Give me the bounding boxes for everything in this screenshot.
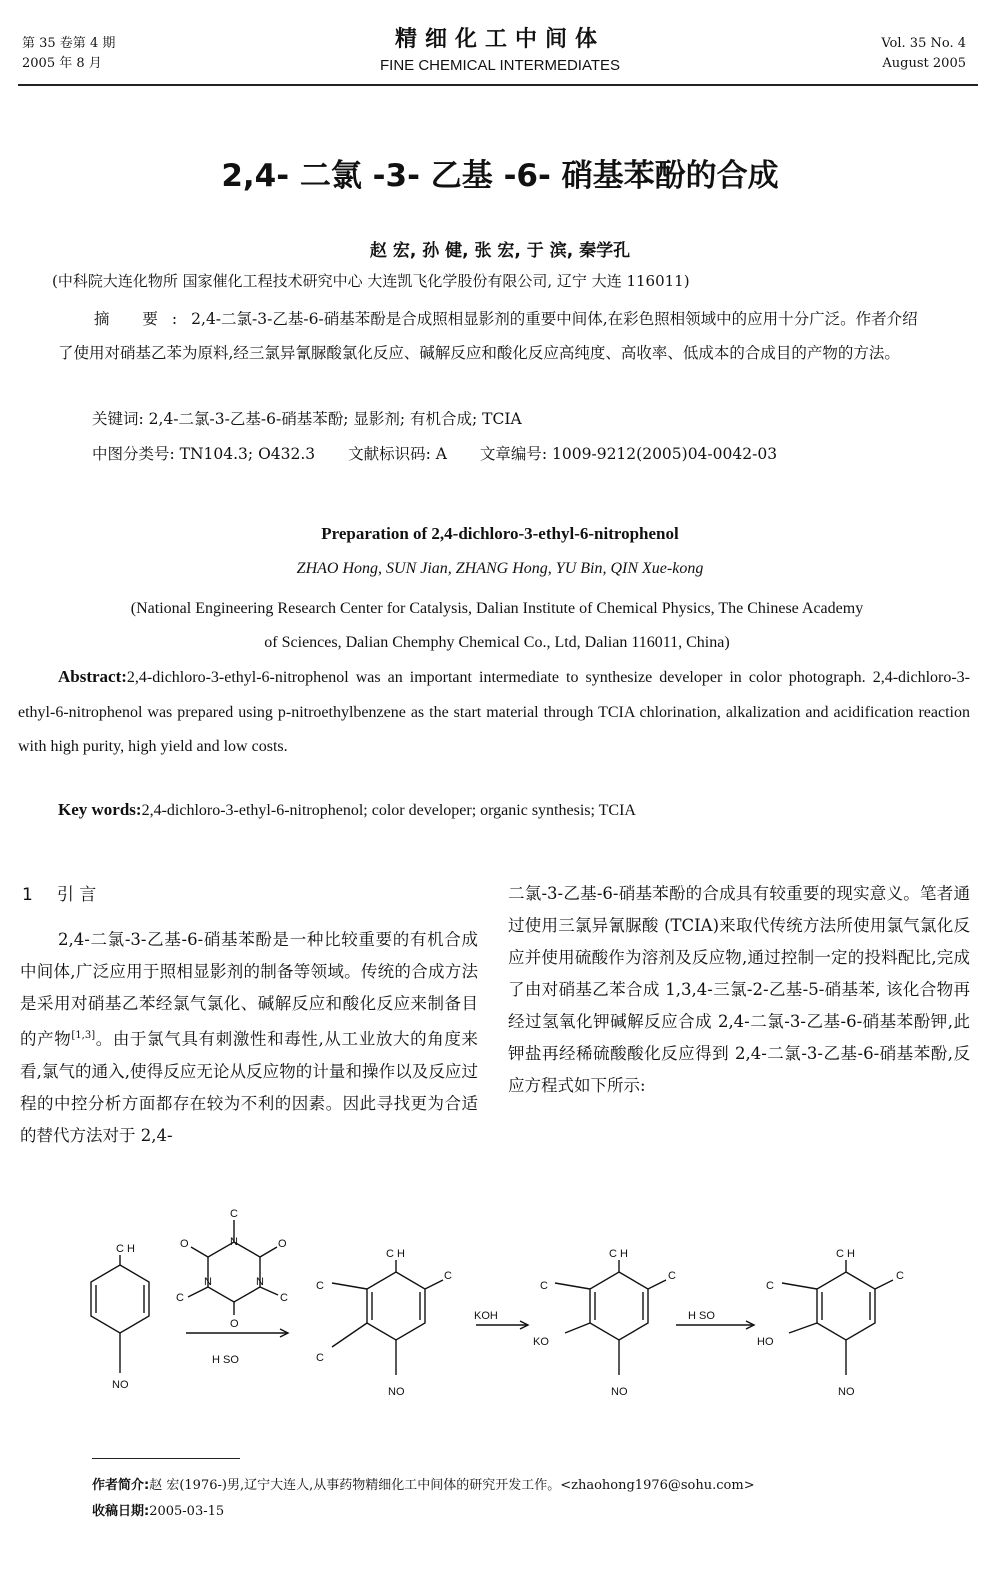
- compound-tcia: [188, 1220, 278, 1315]
- affiliation-cn: (中科院大连化物所 国家催化工程技术研究中心 大连凯飞化学股份有限公司, 辽宁 大连 116011): [52, 272, 690, 290]
- label-no-3: NO: [611, 1386, 628, 1398]
- label-ko: KO: [533, 1336, 549, 1348]
- issue-date: 2005 年 8 月: [22, 56, 102, 71]
- label-ch-3: C H: [609, 1248, 628, 1260]
- label-no-4: NO: [838, 1386, 855, 1398]
- journal-name: [0, 22, 1000, 74]
- label-no-2: NO: [388, 1386, 405, 1398]
- body-left-text: 2,4-二氯-3-乙基-6-硝基苯酚是一种比较重要的有机合成中间体,广泛应用于照相显影剂的制备等领域。传统的合成方法是采用对硝基乙苯经氯气氯化、碱解反应和酸化反应来制备目的产物: [20, 930, 478, 1049]
- reagent-2-label: KOH: [474, 1310, 498, 1322]
- section-heading: [22, 880, 96, 905]
- issue-volume: 第 35 卷第 4 期: [22, 36, 116, 51]
- document-code: 文献标识码: A: [348, 445, 447, 463]
- label-o-tcia-1: O: [180, 1238, 189, 1250]
- authors-cn: 赵 宏, 孙 健, 张 宏, 于 滨, 秦学孔: [369, 241, 631, 261]
- issue-info-en: [881, 34, 966, 74]
- issue-date-en: August 2005: [882, 56, 966, 71]
- reaction-scheme: [60, 1205, 940, 1405]
- author-bio: [92, 1474, 755, 1493]
- compound-trichloro: [332, 1260, 443, 1375]
- label-c-3b: C: [668, 1270, 676, 1282]
- body-left-column: [20, 924, 478, 1152]
- body-right-column: 二氯-3-乙基-6-硝基苯酚的合成具有较重要的现实意义。笔者通过使用三氯异氰脲酸 (TCIA)来取代传统方法所使用氯气氯化反应并使用硫酸作为溶剂及反应物,通过控制一定的投料配比,完成了由对硝基乙苯合成 1,3,4-三氯-2-乙基-5-硝基苯, 该化合物再经过氢氧化钾碱解反应合成 2,4-二氯-3-乙基-6-硝基苯酚钾,此钾盐再经稀硫酸酸化反应得到 2,4-二氯-3-乙基-6-硝基苯酚,反应方程式如下所示:: [508, 884, 970, 1095]
- article-number: 文章编号: 1009-9212(2005)04-0042-03: [479, 445, 778, 463]
- label-n-tcia-3: N: [256, 1276, 264, 1288]
- label-o-tcia-2: O: [278, 1238, 287, 1250]
- clc-number: 中图分类号: TN104.3; O432.3: [92, 445, 316, 463]
- abstract-en-label: Abstract:: [58, 667, 127, 686]
- label-no-1: NO: [112, 1379, 129, 1391]
- section-number: 1: [22, 885, 33, 905]
- issue-volume-en: Vol. 35 No. 4: [881, 36, 966, 51]
- label-ch-4: C H: [836, 1248, 855, 1260]
- author-bio-text: 赵 宏(1976-)男,辽宁大连人,从事药物精细化工中间体的研究开发工作。<zhaohong1976@sohu.com>: [149, 1478, 755, 1493]
- compound-nitroethylbenzene: [91, 1255, 149, 1373]
- label-ch-1: C H: [116, 1243, 135, 1255]
- affiliation-en: [22, 592, 972, 660]
- footnote-rule: [92, 1458, 240, 1459]
- header-rule: [18, 84, 978, 86]
- journal-name-cn: 精细化工中间体: [394, 27, 605, 52]
- classification-cn: [92, 442, 805, 464]
- label-c-tcia-3: C: [280, 1292, 288, 1304]
- label-c-4b: C: [896, 1270, 904, 1282]
- paper-title-cn: 2,4- 二氯 -3- 乙基 -6- 硝基苯酚的合成: [221, 158, 779, 194]
- label-c-2b: C: [444, 1270, 452, 1282]
- keywords-cn: 关键词: 2,4-二氯-3-乙基-6-硝基苯酚; 显影剂; 有机合成; TCIA: [92, 410, 522, 428]
- compound-phenolate: [555, 1260, 666, 1375]
- label-c-tcia-top: C: [230, 1208, 238, 1220]
- label-c-tcia-2: C: [176, 1292, 184, 1304]
- received-date: [92, 1500, 224, 1519]
- label-ch-2: C H: [386, 1248, 405, 1260]
- reagent-3-label: H SO: [688, 1310, 715, 1322]
- abstract-cn-text: 2,4-二氯-3-乙基-6-硝基苯酚是合成照相显影剂的重要中间体,在彩色照相领域中的应用十分广泛。作者介绍了使用对硝基乙苯为原料,经三氯异氰脲酸氯化反应、碱解反应和酸化反应高纯度、高收率、低成本的合成目的产物的方法。: [58, 310, 918, 362]
- label-c-3a: C: [540, 1280, 548, 1292]
- abstract-en-text: 2,4-dichloro-3-ethyl-6-nitrophenol was an important intermediate to synthesize developer in color photograph. 2,4-dichloro-3-ethyl-6-nitrophenol was prepared using p-nitroethylbenzene as the start material through TCIA chlorination, alkalization and acidification reaction with high purity, high yield and low costs.: [18, 669, 970, 755]
- label-n-tcia-1: N: [230, 1236, 238, 1248]
- label-ho: HO: [757, 1336, 774, 1348]
- abstract-cn-label: 摘 要:: [94, 310, 192, 328]
- journal-name-en: FINE CHEMICAL INTERMEDIATES: [379, 57, 621, 74]
- label-n-tcia-2: N: [204, 1276, 212, 1288]
- label-o-tcia-3: O: [230, 1318, 239, 1330]
- received-date-text: 2005-03-15: [149, 1504, 225, 1519]
- reagent-1-label: H SO: [212, 1354, 239, 1366]
- keywords-en: [58, 800, 636, 820]
- label-c-4a: C: [766, 1280, 774, 1292]
- label-c-2a: C: [316, 1280, 324, 1292]
- keywords-en-text: 2,4-dichloro-3-ethyl-6-nitrophenol; color developer; organic synthesis; TCIA: [141, 802, 636, 819]
- section-title: 引 言: [56, 885, 97, 905]
- affiliation-en-line1: (National Engineering Research Center for Catalysis, Dalian Institute of Chemical Physics, The Chinese Academy: [130, 600, 864, 617]
- author-bio-label: 作者简介:: [92, 1478, 150, 1493]
- affiliation-en-line2: of Sciences, Dalian Chemphy Chemical Co., Ltd, Dalian 116011, China): [264, 634, 730, 651]
- received-date-label: 收稿日期:: [92, 1504, 150, 1519]
- authors-en: ZHAO Hong, SUN Jian, ZHANG Hong, YU Bin, QIN Xue-kong: [296, 560, 704, 577]
- compound-target-phenol: [782, 1260, 893, 1375]
- paper-title-en: Preparation of 2,4-dichloro-3-ethyl-6-nitrophenol: [321, 524, 679, 543]
- keywords-en-label: Key words:: [58, 800, 142, 819]
- label-c-2c: C: [316, 1352, 324, 1364]
- body-left-text-2: 。由于氯气具有刺激性和毒性,从工业放大的角度来看,氯气的通入,使得反应无论从反应物的计量和操作以及反应过程的中控分析方面都存在较为不利的因素。因此寻找更为合适的替代方法对于 2,4-: [20, 1029, 479, 1145]
- abstract-cn: [58, 302, 920, 370]
- abstract-en: [18, 660, 970, 765]
- citation: [1,3]: [71, 1030, 96, 1041]
